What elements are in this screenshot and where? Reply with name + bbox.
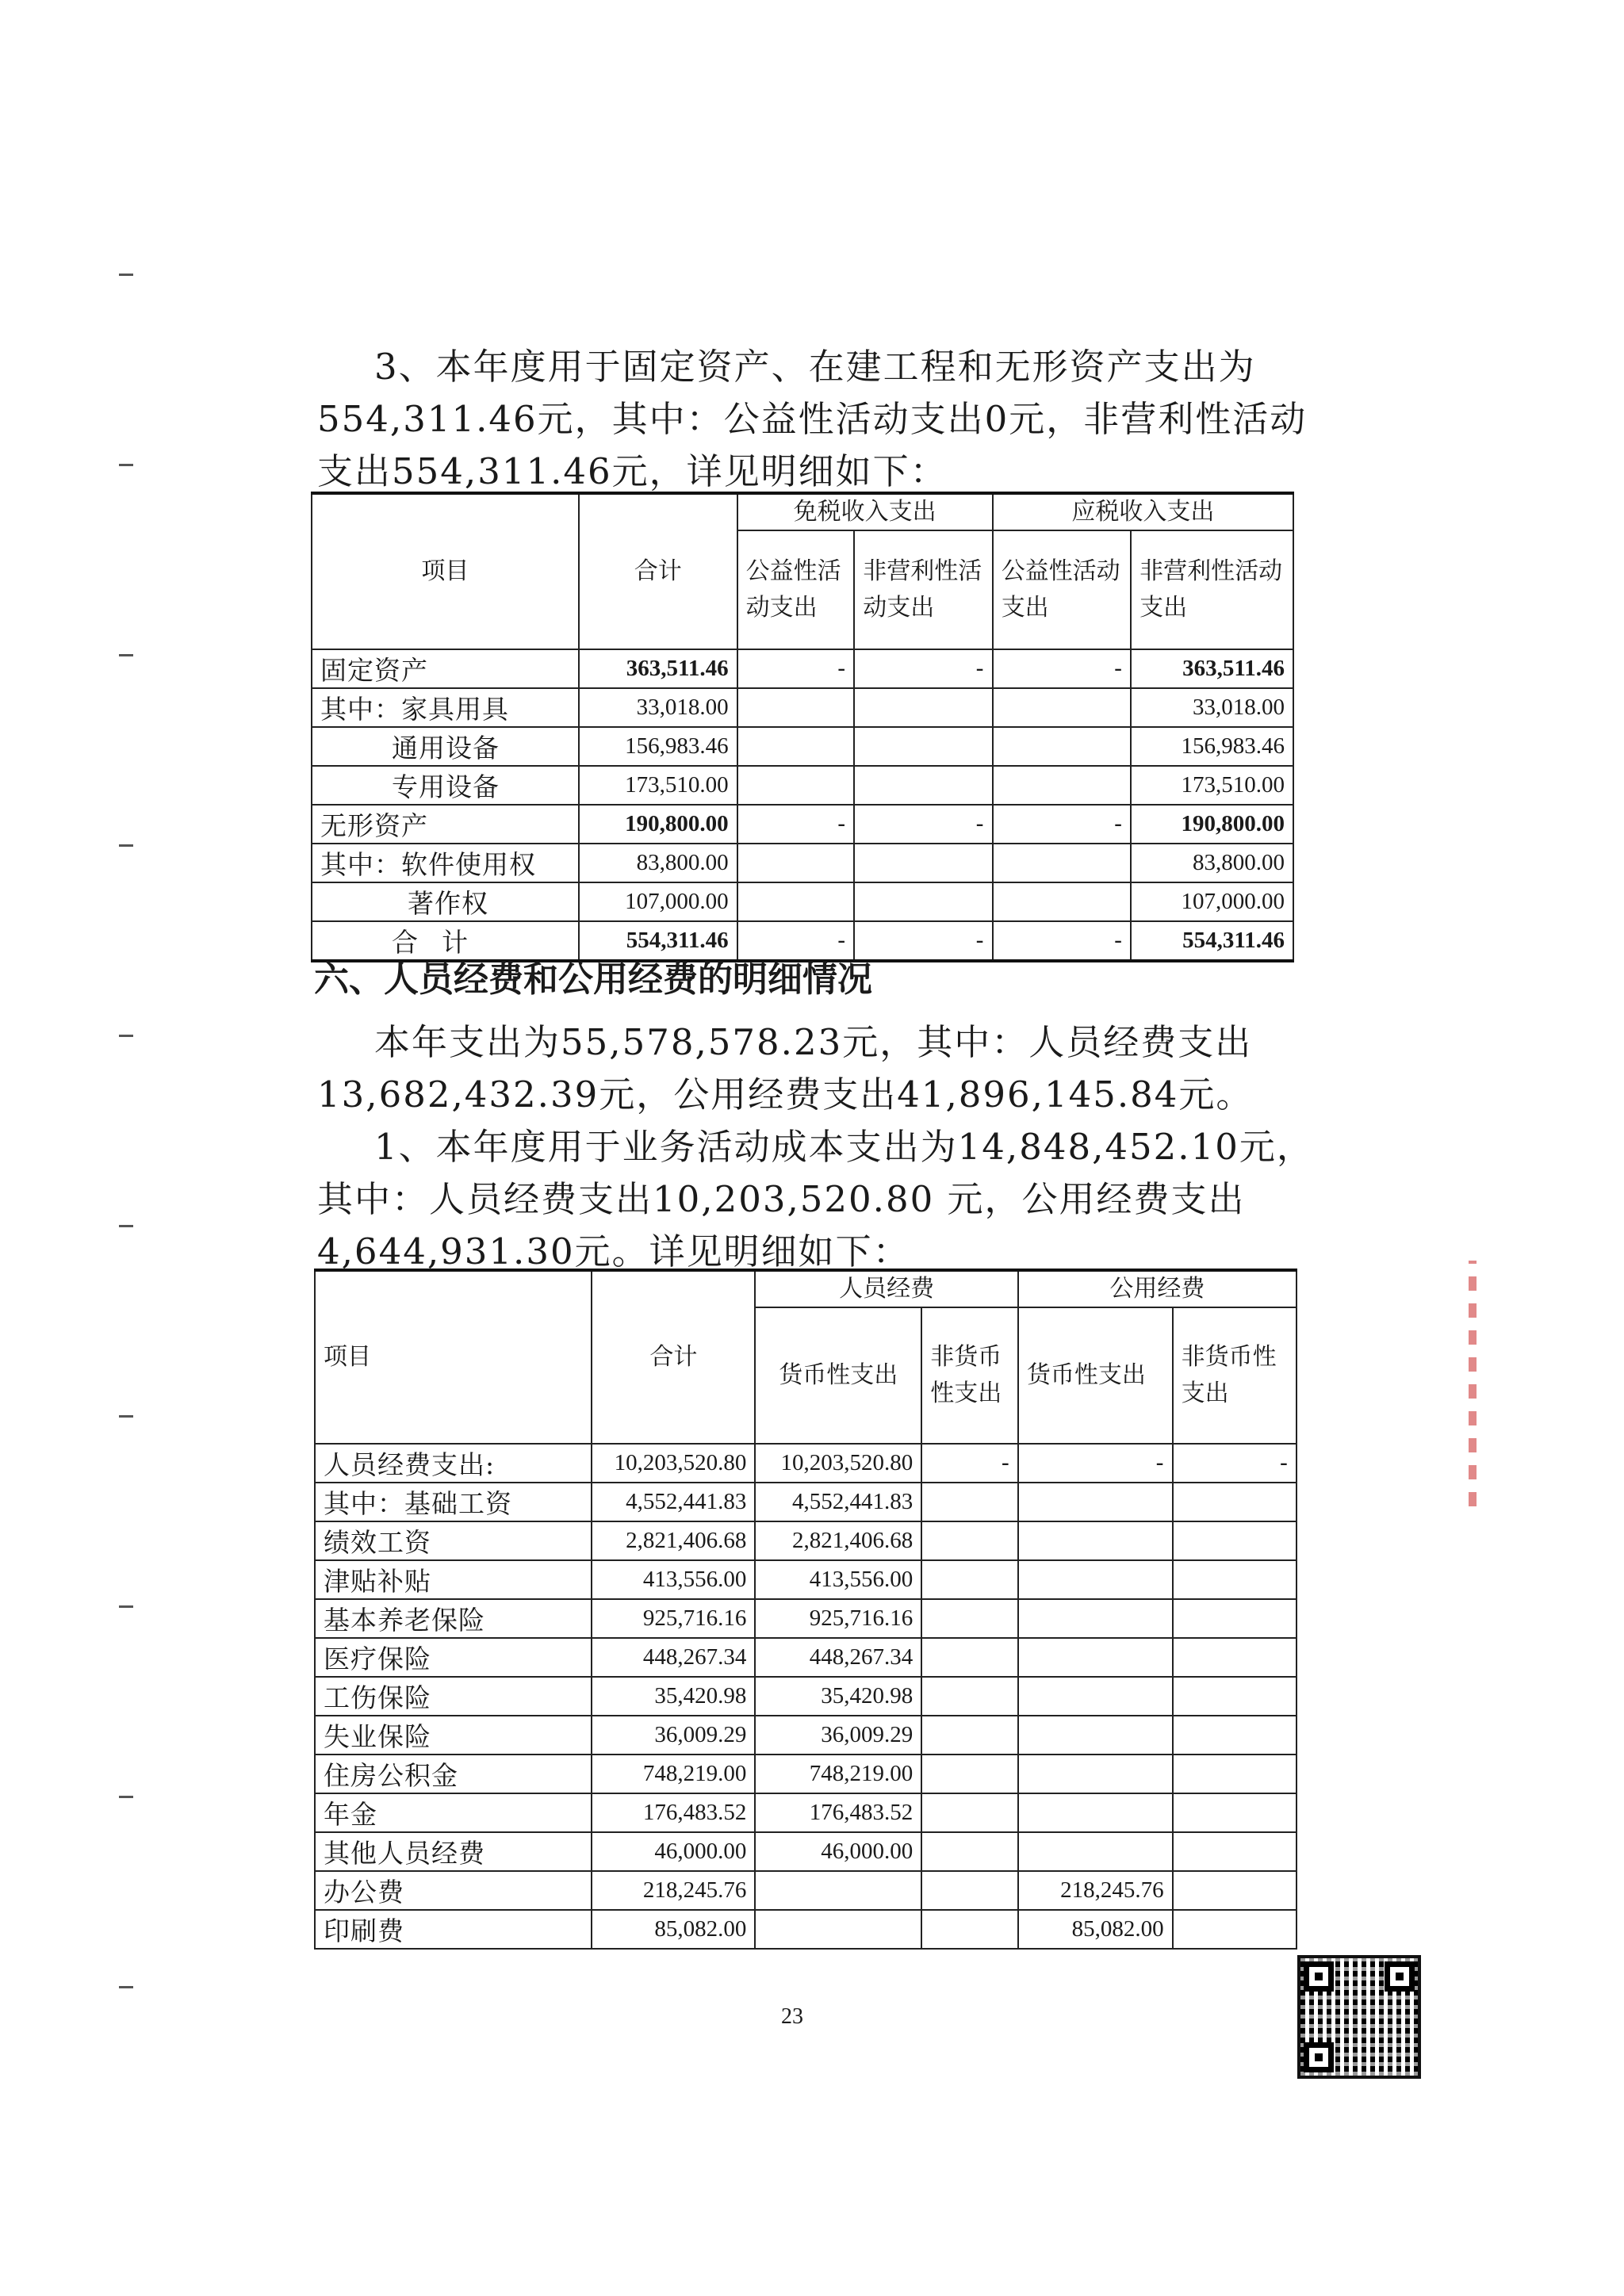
cell-value: 176,483.52 — [755, 1793, 921, 1832]
header-total: 合计 — [592, 1270, 755, 1444]
cell-value: 156,983.46 — [1131, 727, 1293, 766]
qr-code[interactable] — [1297, 1955, 1421, 2079]
cell-value — [921, 1871, 1018, 1910]
table-row — [315, 1755, 1297, 1793]
cell-value — [1173, 1871, 1297, 1910]
row-label: 医疗保险 — [315, 1638, 592, 1677]
cell-value — [1173, 1832, 1297, 1871]
text-line: 554,311.46元，其中：公益性活动支出0元，非营利性活动 — [317, 398, 1308, 440]
cell-total: 748,219.00 — [592, 1755, 755, 1793]
cell-value — [1173, 1638, 1297, 1677]
cell-value: 554,311.46 — [1131, 921, 1293, 961]
row-label: 工伤保险 — [315, 1677, 592, 1716]
cell-total: 85,082.00 — [592, 1910, 755, 1949]
table-row — [315, 1793, 1297, 1832]
table-row — [312, 844, 1293, 882]
section-heading: 六、人员经费和公用经费的明细情况 — [314, 959, 872, 1000]
cell-total: 36,009.29 — [592, 1716, 755, 1755]
cell-value: 85,082.00 — [1018, 1910, 1173, 1949]
header-personnel-nonmonetary: 非货币性支出 — [921, 1307, 1018, 1444]
table-row — [315, 1483, 1297, 1521]
cell-value: 4,552,441.83 — [755, 1483, 921, 1521]
cell-value: 35,420.98 — [755, 1677, 921, 1716]
table-row — [315, 1832, 1297, 1871]
cell-value: 46,000.00 — [755, 1832, 921, 1871]
cell-value — [1173, 1521, 1297, 1560]
table-row — [315, 1910, 1297, 1949]
cell-value — [921, 1677, 1018, 1716]
margin-mark — [119, 274, 133, 276]
margin-mark — [119, 654, 133, 656]
row-label: 固定资产 — [312, 649, 579, 688]
row-label: 基本养老保险 — [315, 1599, 592, 1638]
cell-value: - — [737, 649, 855, 688]
table-total-row — [312, 921, 1293, 961]
text-line: 4,644,931.30元。详见明细如下： — [317, 1230, 910, 1272]
cell-value — [993, 727, 1131, 766]
text-line: 支出554,311.46元，详见明细如下： — [317, 450, 948, 492]
margin-mark — [119, 1605, 133, 1608]
cell-value — [1018, 1638, 1173, 1677]
row-label: 津贴补贴 — [315, 1560, 592, 1599]
row-label: 通用设备 — [312, 727, 579, 766]
cell-value — [921, 1832, 1018, 1871]
cell-value — [1018, 1832, 1173, 1871]
cell-value: - — [854, 649, 992, 688]
cell-value: - — [854, 921, 992, 961]
margin-mark — [119, 1035, 133, 1037]
table-row — [315, 1521, 1297, 1560]
cell-value — [921, 1638, 1018, 1677]
cell-value — [1173, 1716, 1297, 1755]
cell-value: 33,018.00 — [1131, 688, 1293, 727]
cell-value — [1173, 1483, 1297, 1521]
cell-value — [737, 844, 855, 882]
cell-value: - — [1173, 1444, 1297, 1483]
table-row — [312, 727, 1293, 766]
table-row — [315, 1444, 1297, 1483]
cell-value: 413,556.00 — [755, 1560, 921, 1599]
table-row — [315, 1871, 1297, 1910]
cell-value: - — [993, 805, 1131, 844]
cell-value — [1018, 1755, 1173, 1793]
cell-value: 36,009.29 — [755, 1716, 921, 1755]
cell-total: 925,716.16 — [592, 1599, 755, 1638]
cell-value — [854, 844, 992, 882]
margin-mark — [119, 844, 133, 847]
table-row — [315, 1716, 1297, 1755]
header-exempt-public: 公益性活动支出 — [737, 530, 855, 649]
header-group-personnel: 人员经费 — [755, 1270, 1017, 1307]
header-group-exempt: 免税收入支出 — [737, 493, 993, 530]
cell-value: 173,510.00 — [1131, 766, 1293, 805]
cell-value — [921, 1755, 1018, 1793]
cell-total: 156,983.46 — [579, 727, 737, 766]
cell-value — [921, 1910, 1018, 1949]
cell-value — [1173, 1599, 1297, 1638]
cell-value — [1018, 1677, 1173, 1716]
qr-finder-icon — [1304, 2042, 1334, 2072]
cell-value — [854, 766, 992, 805]
cell-value — [854, 688, 992, 727]
section6-paragraph — [317, 1016, 1314, 1278]
cell-value: 218,245.76 — [1018, 1871, 1173, 1910]
text-line: 其中：人员经费支出10,203,520.80 元，公用经费支出 — [317, 1178, 1246, 1220]
margin-mark — [119, 1415, 133, 1418]
margin-mark — [119, 1225, 133, 1227]
text-line: 3、本年度用于固定资产、在建工程和无形资产支出为 — [374, 346, 1256, 388]
cell-value: 2,821,406.68 — [755, 1521, 921, 1560]
cell-value: 83,800.00 — [1131, 844, 1293, 882]
cell-value: 748,219.00 — [755, 1755, 921, 1793]
cell-total: 448,267.34 — [592, 1638, 755, 1677]
cell-value — [1173, 1910, 1297, 1949]
cell-value: 448,267.34 — [755, 1638, 921, 1677]
cell-value — [1173, 1677, 1297, 1716]
cell-total: 10,203,520.80 — [592, 1444, 755, 1483]
header-item: 项目 — [315, 1270, 592, 1444]
header-personnel-monetary: 货币性支出 — [755, 1307, 921, 1444]
header-public-nonmonetary: 非货币性支出 — [1173, 1307, 1297, 1444]
header-taxable-public: 公益性活动支出 — [993, 530, 1131, 649]
cell-value — [737, 688, 855, 727]
cell-value — [1018, 1599, 1173, 1638]
cell-value: - — [921, 1444, 1018, 1483]
cell-total: 176,483.52 — [592, 1793, 755, 1832]
text-line: 1、本年度用于业务活动成本支出为14,848,452.10元， — [374, 1126, 1314, 1168]
cell-total: 83,800.00 — [579, 844, 737, 882]
row-label: 印刷费 — [315, 1910, 592, 1949]
cell-value — [993, 882, 1131, 921]
cell-value: 363,511.46 — [1131, 649, 1293, 688]
cell-total: 190,800.00 — [579, 805, 737, 844]
cell-value — [921, 1599, 1018, 1638]
cell-value: - — [737, 921, 855, 961]
cell-value — [921, 1483, 1018, 1521]
cell-value — [921, 1716, 1018, 1755]
cell-total: 107,000.00 — [579, 882, 737, 921]
qr-finder-icon — [1385, 1961, 1415, 1992]
margin-mark — [119, 464, 133, 466]
cell-value — [1018, 1560, 1173, 1599]
cell-value — [921, 1560, 1018, 1599]
cell-value — [993, 688, 1131, 727]
row-label: 合计 — [312, 921, 579, 961]
header-public-monetary: 货币性支出 — [1018, 1307, 1173, 1444]
table-row — [315, 1560, 1297, 1599]
cell-value: 190,800.00 — [1131, 805, 1293, 844]
fixed-assets-table — [311, 492, 1294, 962]
table-row — [312, 805, 1293, 844]
cell-value: - — [737, 805, 855, 844]
cell-value — [1173, 1793, 1297, 1832]
header-item: 项目 — [312, 493, 579, 649]
row-label: 人员经费支出: — [315, 1444, 592, 1483]
table-row — [315, 1599, 1297, 1638]
cell-value — [737, 882, 855, 921]
row-label: 著作权 — [312, 882, 579, 921]
cell-total: 218,245.76 — [592, 1871, 755, 1910]
cell-value: - — [1018, 1444, 1173, 1483]
cell-value — [1018, 1483, 1173, 1521]
qr-finder-icon — [1304, 1961, 1334, 1992]
cell-total: 35,420.98 — [592, 1677, 755, 1716]
row-label: 其他人员经费 — [315, 1832, 592, 1871]
header-total: 合计 — [579, 493, 737, 649]
cell-value — [921, 1793, 1018, 1832]
cell-total: 4,552,441.83 — [592, 1483, 755, 1521]
row-label: 其中：软件使用权 — [312, 844, 579, 882]
row-label: 无形资产 — [312, 805, 579, 844]
row-label: 住房公积金 — [315, 1755, 592, 1793]
cell-total: 554,311.46 — [579, 921, 737, 961]
cell-total: 413,556.00 — [592, 1560, 755, 1599]
cell-value: - — [993, 921, 1131, 961]
page-number: 23 — [781, 2004, 803, 2029]
cell-value — [993, 844, 1131, 882]
row-label: 年金 — [315, 1793, 592, 1832]
text-line: 13,682,432.39元，公用经费支出41,896,145.84元。 — [317, 1073, 1254, 1115]
table-row — [312, 882, 1293, 921]
row-label: 专用设备 — [312, 766, 579, 805]
section3-intro-paragraph — [317, 341, 1308, 498]
cell-value — [755, 1871, 921, 1910]
cell-value: 925,716.16 — [755, 1599, 921, 1638]
cell-value: - — [993, 649, 1131, 688]
margin-mark — [119, 1986, 133, 1988]
cell-value — [1173, 1755, 1297, 1793]
cell-value — [854, 882, 992, 921]
seal-stamp-fragment — [1469, 1261, 1477, 1506]
row-label: 办公费 — [315, 1871, 592, 1910]
cell-value — [854, 727, 992, 766]
cell-total: 2,821,406.68 — [592, 1521, 755, 1560]
personnel-expense-table — [314, 1269, 1297, 1950]
header-taxable-nonprofit: 非营利性活动支出 — [1131, 530, 1293, 649]
margin-mark — [119, 1796, 133, 1798]
cell-total: 46,000.00 — [592, 1832, 755, 1871]
cell-value — [1173, 1560, 1297, 1599]
table-row — [315, 1677, 1297, 1716]
cell-value — [1018, 1716, 1173, 1755]
cell-value — [1018, 1521, 1173, 1560]
cell-value — [737, 727, 855, 766]
table-row — [312, 766, 1293, 805]
row-label: 其中：基础工资 — [315, 1483, 592, 1521]
cell-value — [1018, 1793, 1173, 1832]
table-row — [315, 1638, 1297, 1677]
header-group-taxable: 应税收入支出 — [993, 493, 1293, 530]
table-row — [312, 688, 1293, 727]
cell-value — [993, 766, 1131, 805]
cell-value: - — [854, 805, 992, 844]
cell-total: 173,510.00 — [579, 766, 737, 805]
cell-total: 33,018.00 — [579, 688, 737, 727]
cell-value — [921, 1521, 1018, 1560]
header-group-public: 公用经费 — [1018, 1270, 1297, 1307]
cell-value: 10,203,520.80 — [755, 1444, 921, 1483]
header-exempt-nonprofit: 非营利性活动支出 — [854, 530, 992, 649]
cell-value — [737, 766, 855, 805]
table-row — [312, 649, 1293, 688]
cell-value: 107,000.00 — [1131, 882, 1293, 921]
row-label: 其中：家具用具 — [312, 688, 579, 727]
row-label: 绩效工资 — [315, 1521, 592, 1560]
cell-total: 363,511.46 — [579, 649, 737, 688]
cell-value — [755, 1910, 921, 1949]
row-label: 失业保险 — [315, 1716, 592, 1755]
text-line: 本年支出为55,578,578.23元，其中：人员经费支出 — [374, 1021, 1253, 1063]
